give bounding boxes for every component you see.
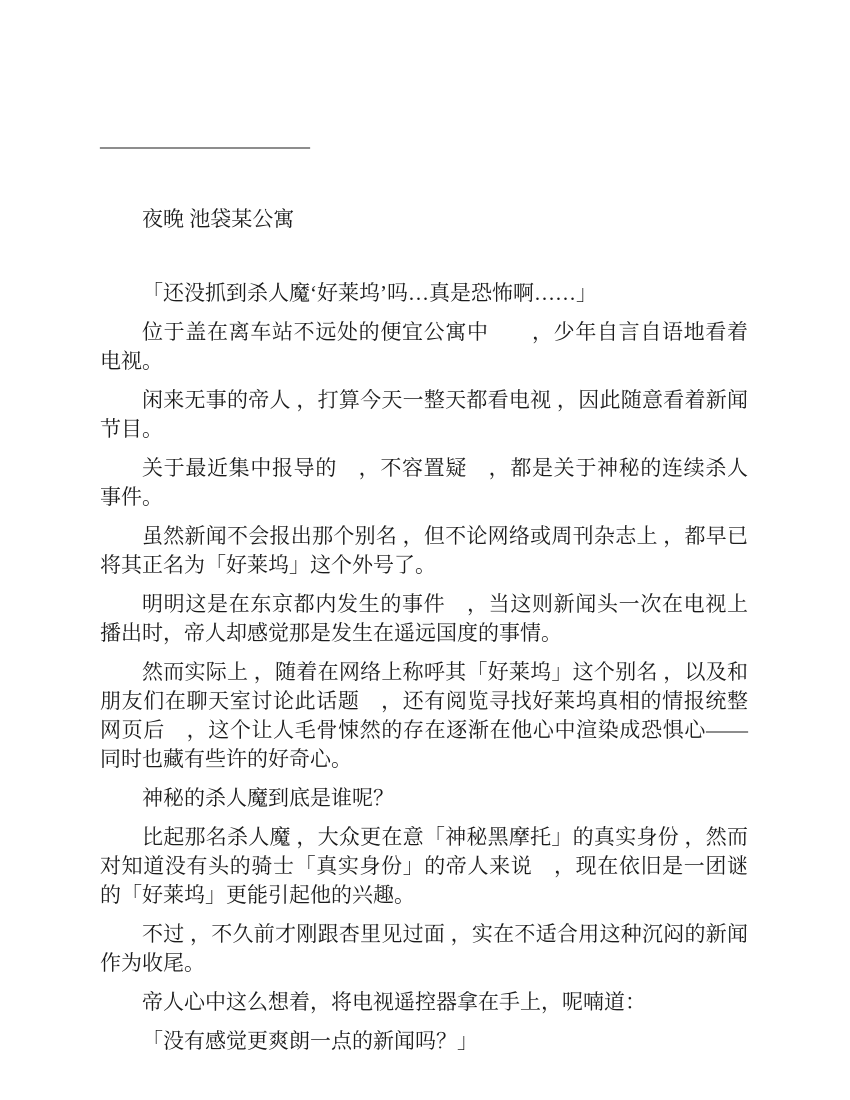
- paragraph: 关于最近集中报导的 ，不容置疑 ，都是关于神秘的连续杀人事件。: [100, 456, 748, 509]
- paragraph: 神秘的杀人魔到底是谁呢？: [142, 786, 394, 810]
- paragraph: 「还没抓到杀人魔‘好莱坞’吗…真是恐怖啊……」: [142, 281, 597, 305]
- paragraph: 不过 ，不久前才刚跟杏里见过面 ，实在不适合用这种沉闷的新闻作为收尾。: [100, 922, 748, 975]
- paragraph: 虽然新闻不会报出那个别名 ，但不论网络或周刊杂志上 ，都早已将其正名为「好莱坞」这个外号了。: [100, 524, 748, 577]
- scene-heading: 夜晚 池袋某公寓: [142, 207, 295, 231]
- paragraph: 「没有感觉更爽朗一点的新闻吗？」: [142, 1029, 478, 1053]
- paragraph: 帝人心中这么想着，将电视遥控器拿在手上，呢喃道：: [142, 990, 646, 1014]
- paragraph: 闲来无事的帝人 ，打算今天一整天都看电视 ，因此随意看着新闻节目。: [100, 388, 748, 441]
- scene-divider: ——————————: [100, 134, 310, 158]
- paragraph: 位于盖在离车站不远处的便宜公寓中 ，少年自言自语地看着电视。: [100, 320, 748, 373]
- paragraph: 然而实际上 ，随着在网络上称呼其「好莱坞」这个别名 ，以及和朋友们在聊天室讨论此话题 ，还有阅览寻找好莱坞真相的情报统整网页后 ，这个让人毛骨悚然的存在逐渐在他心中渲染成恐惧心——同时也藏有些许的好奇心。: [100, 660, 748, 771]
- paragraph: 明明这是在东京都内发生的事件 ，当这则新闻头一次在电视上播出时，帝人却感觉那是发生在遥远国度的事情。: [100, 592, 748, 645]
- paragraph: 比起那名杀人魔 ，大众更在意「神秘黑摩托」的真实身份 ，然而对知道没有头的骑士「真实身份」的帝人来说 ，现在依旧是一团谜的「好莱坞」更能引起他的兴趣。: [100, 825, 748, 907]
